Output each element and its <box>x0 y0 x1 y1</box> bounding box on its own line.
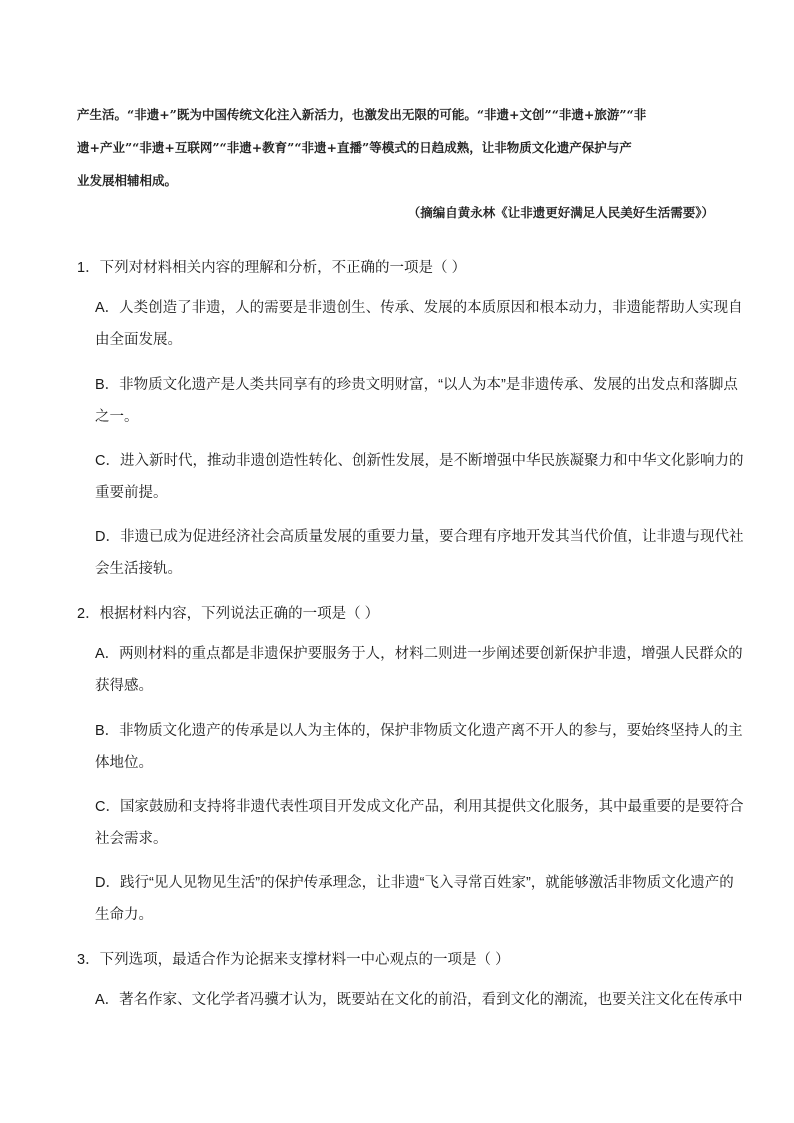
question-3-stem: 3．下列选项，最适合作为论据来支撑材料一中心观点的一项是（ ） <box>77 952 510 968</box>
option-text: 体地位。 <box>95 755 153 771</box>
question-2-option-a[interactable] <box>95 638 743 702</box>
question-1-option-c[interactable] <box>95 445 744 509</box>
option-text: A．著名作家、文化学者冯骥才认为，既要站在文化的前沿，看到文化的潮流，也要关注文化在传承中 <box>95 992 743 1008</box>
passage-line: 遗+产业”“非遗+互联网”“非遗+教育”“非遗+直播”等模式的日趋成熟，让非物质文化遗产保护与产 <box>77 140 632 155</box>
option-text: 重要前提。 <box>95 485 168 501</box>
option-text: D．非遗已成为促进经济社会高质量发展的重要力量，要合理有序地开发其当代价值，让非遗与现代社 <box>95 529 744 545</box>
option-text: 社会需求。 <box>95 831 168 847</box>
passage-source: （摘编自黄永林《让非遗更好满足人民美好生活需要》） <box>407 205 714 220</box>
option-text: C．进入新时代，推动非遗创造性转化、创新性发展，是不断增强中华民族凝聚力和中华文化影响力的 <box>95 453 744 469</box>
option-text: B．非物质文化遗产是人类共同享有的珍贵文明财富，“以人为本”是非遗传承、发展的出发点和落脚点 <box>95 377 738 393</box>
question-2-stem: 2．根据材料内容，下列说法正确的一项是（ ） <box>77 606 380 622</box>
option-text: 生命力。 <box>95 907 153 923</box>
question-1-stem: 1．下列对材料相关内容的理解和分析，不正确的一项是（ ） <box>77 260 467 276</box>
question-3-option-a[interactable] <box>95 984 743 1016</box>
option-text: 之一。 <box>95 409 139 425</box>
question-1-option-b[interactable] <box>95 369 738 433</box>
passage-line: 业发展相辅相成。 <box>77 173 178 188</box>
question-2-option-c[interactable] <box>95 791 744 855</box>
option-text: A．人类创造了非遗，人的需要是非遗创生、传承、发展的本质原因和根本动力，非遗能帮助人实现自 <box>95 300 743 316</box>
passage-text <box>77 98 720 197</box>
passage-line: 产生活。“非遗+”既为中国传统文化注入新活力，也激发出无限的可能。“非遗+文创”“非遗+旅游”“非 <box>77 107 647 122</box>
question-1-option-a[interactable] <box>95 292 743 356</box>
option-text: 获得感。 <box>95 678 153 694</box>
option-text: 由全面发展。 <box>95 332 182 348</box>
option-text: B．非物质文化遗产的传承是以人为主体的，保护非物质文化遗产离不开人的参与，要始终坚持人的主 <box>95 723 743 739</box>
option-text: A．两则材料的重点都是非遗保护要服务于人，材料二则进一步阐述要创新保护非遗，增强人民群众的 <box>95 646 743 662</box>
option-text: D．践行“见人见物见生活”的保护传承理念，让非遗“飞入寻常百姓家”，就能够激活非物质文化遗产的 <box>95 875 734 891</box>
question-2-option-b[interactable] <box>95 715 743 779</box>
option-text: 会生活接轨。 <box>95 561 182 577</box>
question-1-option-d[interactable] <box>95 521 744 585</box>
question-2-option-d[interactable] <box>95 867 734 931</box>
option-text: C．国家鼓励和支持将非遗代表性项目开发成文化产品，利用其提供文化服务，其中最重要的是要符合 <box>95 799 744 815</box>
